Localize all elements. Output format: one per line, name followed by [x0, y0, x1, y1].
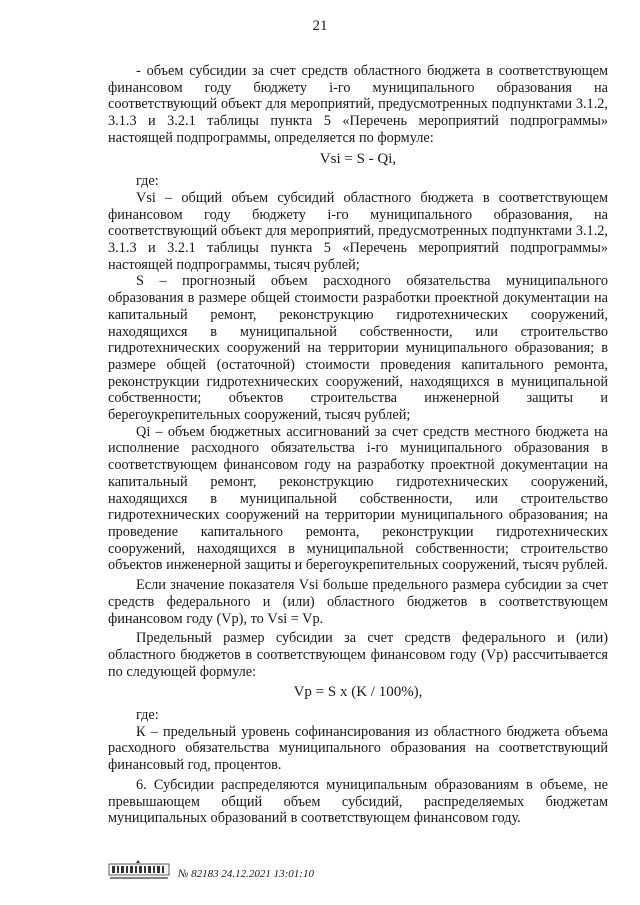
where-label: где: — [136, 173, 159, 190]
paragraph-subsidy-volume: - объем субсидии за счет средств областного бюджета в соответствующем финансовом году бюджету i-го муниципального образования на соответствующий объект для мероприятий, предусмотренных подпунктами 3.1.2, 3.1.3 и 3.2.1 таблицы пункта 5 «Перечень мероприятий подпрограммы» настоящей подпрограммы, определяется по формуле: — [108, 63, 608, 146]
registry-stamp-icon — [108, 858, 172, 882]
paragraph-vsi-limit: Если значение показателя Vsi больше предельного размера субсидии за счет средств федерального и (или) областного бюджетов в соответствующем финансовом году (Vp), то Vsi = Vp. — [108, 577, 608, 627]
page-number: 21 — [312, 18, 328, 34]
formula-vsi: Vsi = S - Qi, — [319, 150, 397, 167]
definition-qi: Qi – объем бюджетных ассигнований за счет средств местного бюджета на исполнение расходного обязательства i-го муниципального образования в соответствующем финансовом году на разработку проектной документации на капитальный ремонт, реконструкцию гидротехнических сооружений, находящихся в муниципальной собственности, или строительство гидротехнических сооружений на территории муниципального образования; на проведение капитального ремонта, реконструкции гидротехнических сооружений, находящихся в муниципальной собственности; строительство объектов инженерной защиты и берегоукрепительных сооружений, тысяч рублей. — [108, 423, 608, 574]
definition-s: S – прогнозный объем расходного обязательства муниципального образования в размере общей стоимости разработки проектной документации на капитальный ремонт, реконструкцию гидротехнических сооружений, находящихся в муниципальной собственности, или строительство гидротехнических сооружений на территории муниципального образования; в размере общей (остаточной) стоимости проведения капитального ремонта, реконструкции гидротехнических сооружений, находящихся в муниципальной собственности; объектов строительства инженерной защиты и берегоукрепительных сооружений, тысяч рублей; — [108, 273, 608, 424]
footer — [108, 858, 508, 886]
where-label-2: где: — [136, 707, 159, 724]
paragraph-6-distribution: 6. Субсидии распределяются муниципальным образованиям в объеме, не превышающем общий объем субсидий, распределяемых бюджетам муниципальных образований в соответствующем финансовом году. — [108, 776, 608, 827]
definition-k: К – предельный уровень софинансирования из областного бюджета объема расходного обязательства муниципального образования на соответствующий финансовый год, процентов. — [108, 723, 608, 774]
document-body — [108, 63, 608, 827]
formula-vp: Vp = S x (K / 100%), — [293, 684, 423, 701]
document-registration-id: № 82183 24.12.2021 13:01:10 — [178, 868, 314, 880]
definition-vsi: Vsi – общий объем субсидий областного бюджета в соответствующем финансовом году бюджету i-го муниципального образования, на соответствующий объект для мероприятий, предусмотренных подпунктами 3.1.2, 3.1.3 и 3.2.1 таблицы пункта 5 «Перечень мероприятий подпрограммы» настоящей подпрограммы, тысяч рублей; — [108, 189, 608, 273]
paragraph-vp-calculation: Предельный размер субсидии за счет средств федерального и (или) областного бюджетов в соответствующем финансовом году (Vp) рассчитывается по следующей формуле: — [108, 630, 608, 680]
